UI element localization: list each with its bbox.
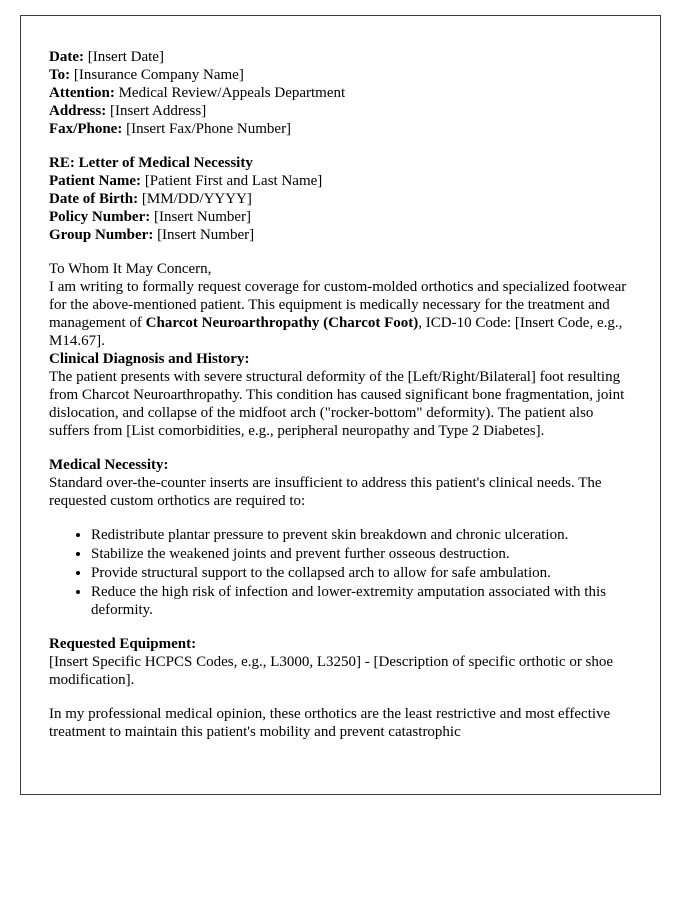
recipient-line [49,120,632,138]
to-value: [Insurance Company Name] [73,67,244,83]
patient-line [49,226,632,244]
bullet-item: • Stabilize the weakened joints and prevent further osseous destruction. [91,545,632,563]
address-value: [Insert Address] [109,103,207,119]
patient-line [49,190,632,208]
clinical-heading: Clinical Diagnosis and History: [49,351,250,367]
attention-value: Medical Review/Appeals Department [118,85,346,101]
recipient-line [49,66,632,84]
bullet-item: • Reduce the high risk of infection and lower-extremity amputation associated with this deformity. [91,583,632,619]
date-label: Date: [49,49,84,65]
patient-name-label: Patient Name: [49,173,142,189]
necessity-bullet-list [49,526,632,619]
date-value: [Insert Date] [87,49,164,65]
date-line [49,48,632,66]
intro-paragraph [49,278,632,350]
fax-phone-label: Fax/Phone: [49,121,123,137]
salutation: To Whom It May Concern, [49,261,212,277]
intro-text-after: , ICD-10 Code: [Insert Code, e.g., M14.67]. [49,315,623,349]
recipient-block [49,66,632,138]
bullet-item: • Redistribute plantar pressure to prevent skin breakdown and chronic ulceration. [91,526,632,544]
necessity-heading: Medical Necessity: [49,457,169,473]
recipient-line [49,102,632,120]
date-of-birth-label: Date of Birth: [49,191,139,207]
fax-phone-value: [Insert Fax/Phone Number] [126,121,292,137]
to-label: To: [49,67,71,83]
patient-line [49,172,632,190]
equipment-section [49,635,632,689]
clinical-section [49,350,632,440]
closing-paragraph: In my professional medical opinion, these orthotics are the least restrictive and most effective treatment to maintain this patient's mobility and prevent catastrophic [49,706,611,740]
letter-page [20,15,661,795]
date-of-birth-value: [MM/DD/YYYY] [141,191,252,207]
policy-number-value: [Insert Number] [153,209,252,225]
patient-line [49,208,632,226]
necessity-body: Standard over-the-counter inserts are insufficient to address this patient's clinical needs. The requested custom orthotics are required to: [49,475,602,509]
intro-text-before: I am writing to formally request coverage for custom-molded orthotics and specialized footwear for the above-mentioned patient. This equipment is medically necessary for the treatment and management of [49,279,627,331]
attention-label: Attention: [49,85,115,101]
recipient-line [49,84,632,102]
clinical-body: The patient presents with severe structural deformity of the [Left/Right/Bilateral] foot resulting from Charcot Neuroarthropathy. This condition has caused significant bone fragmentation, joint dislocation, and collapse of the midfoot arch ("rocker-bottom" deformity). The patient also suffers from [List comorbidities, e.g., peripheral neuropathy and Type 2 Diabetes]. [49,369,625,439]
group-number-value: [Insert Number] [157,227,255,243]
group-number-label: Group Number: [49,227,154,243]
policy-number-label: Policy Number: [49,209,151,225]
necessity-section [49,456,632,510]
re-line: RE: Letter of Medical Necessity [49,155,253,171]
diagnosis-name: Charcot Neuroarthropathy (Charcot Foot) [145,315,419,331]
patient-name-value: [Patient First and Last Name] [144,173,323,189]
equipment-body: [Insert Specific HCPCS Codes, e.g., L3000, L3250] - [Description of specific orthotic or shoe modification]. [49,654,614,688]
subject-patient-block [49,154,632,244]
equipment-heading: Requested Equipment: [49,636,197,652]
bullet-item: • Provide structural support to the collapsed arch to allow for safe ambulation. [91,564,632,582]
address-label: Address: [49,103,107,119]
